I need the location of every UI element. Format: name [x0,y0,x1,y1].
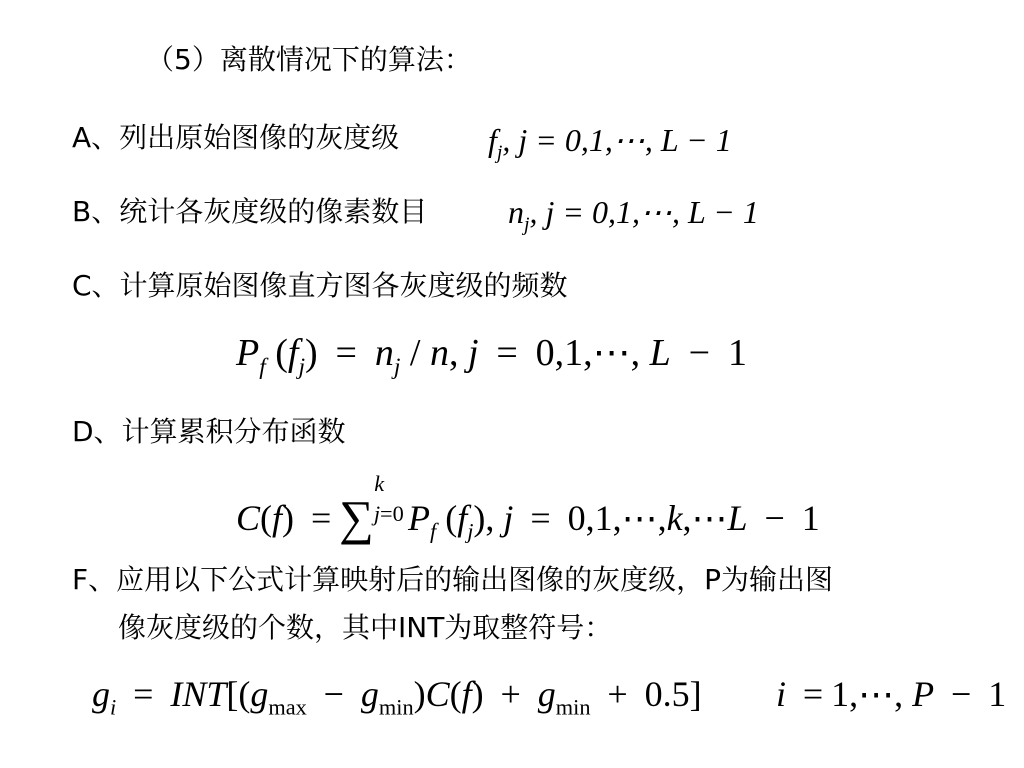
step-a-var: f [488,122,497,158]
step-d-label: D、计算累积分布函数 [72,415,346,448]
step-a-formula [488,124,732,163]
step-f-formula: $g_i = INT[(g_{max} - g_{min})C(f) + g_{min} + 0.5]$ [92,674,702,720]
step-b-label: B、统计各灰度级的像素数目 [72,195,428,228]
step-a-sub: j [496,141,503,164]
step-b-formula [508,196,759,235]
step-a-range: , j = 0,1,⋯, L − 1 [502,122,732,158]
step-b-sub: j [524,213,530,236]
step-c-label: C、计算原始图像直方图各灰度级的频数 [72,269,568,302]
step-f-label-line2: 像灰度级的个数，其中INT为取整符号： [118,611,613,644]
step-c-formula: $P_f$ $(f_j) = n_j / n$, j = 0,1,⋯, L − 1 [236,332,747,380]
step-b-range: , j = 0,1,⋯, L − 1 [529,194,759,230]
step-f-label-line1: F、应用以下公式计算映射后的输出图像的灰度级，P为输出图 [72,563,833,596]
step-d-formula: C(f) = ∑ k j=0 $P_f$ $(f_j)$, j = 0,1,⋯,k,⋯L − 1 [236,470,820,545]
step-b-var: n [508,194,524,230]
step-a-label: A、列出原始图像的灰度级 [72,121,400,154]
step-f-range: i = 1,⋯, P − 1 [776,674,1007,714]
section-title: （5）离散情况下的算法： [146,43,472,76]
